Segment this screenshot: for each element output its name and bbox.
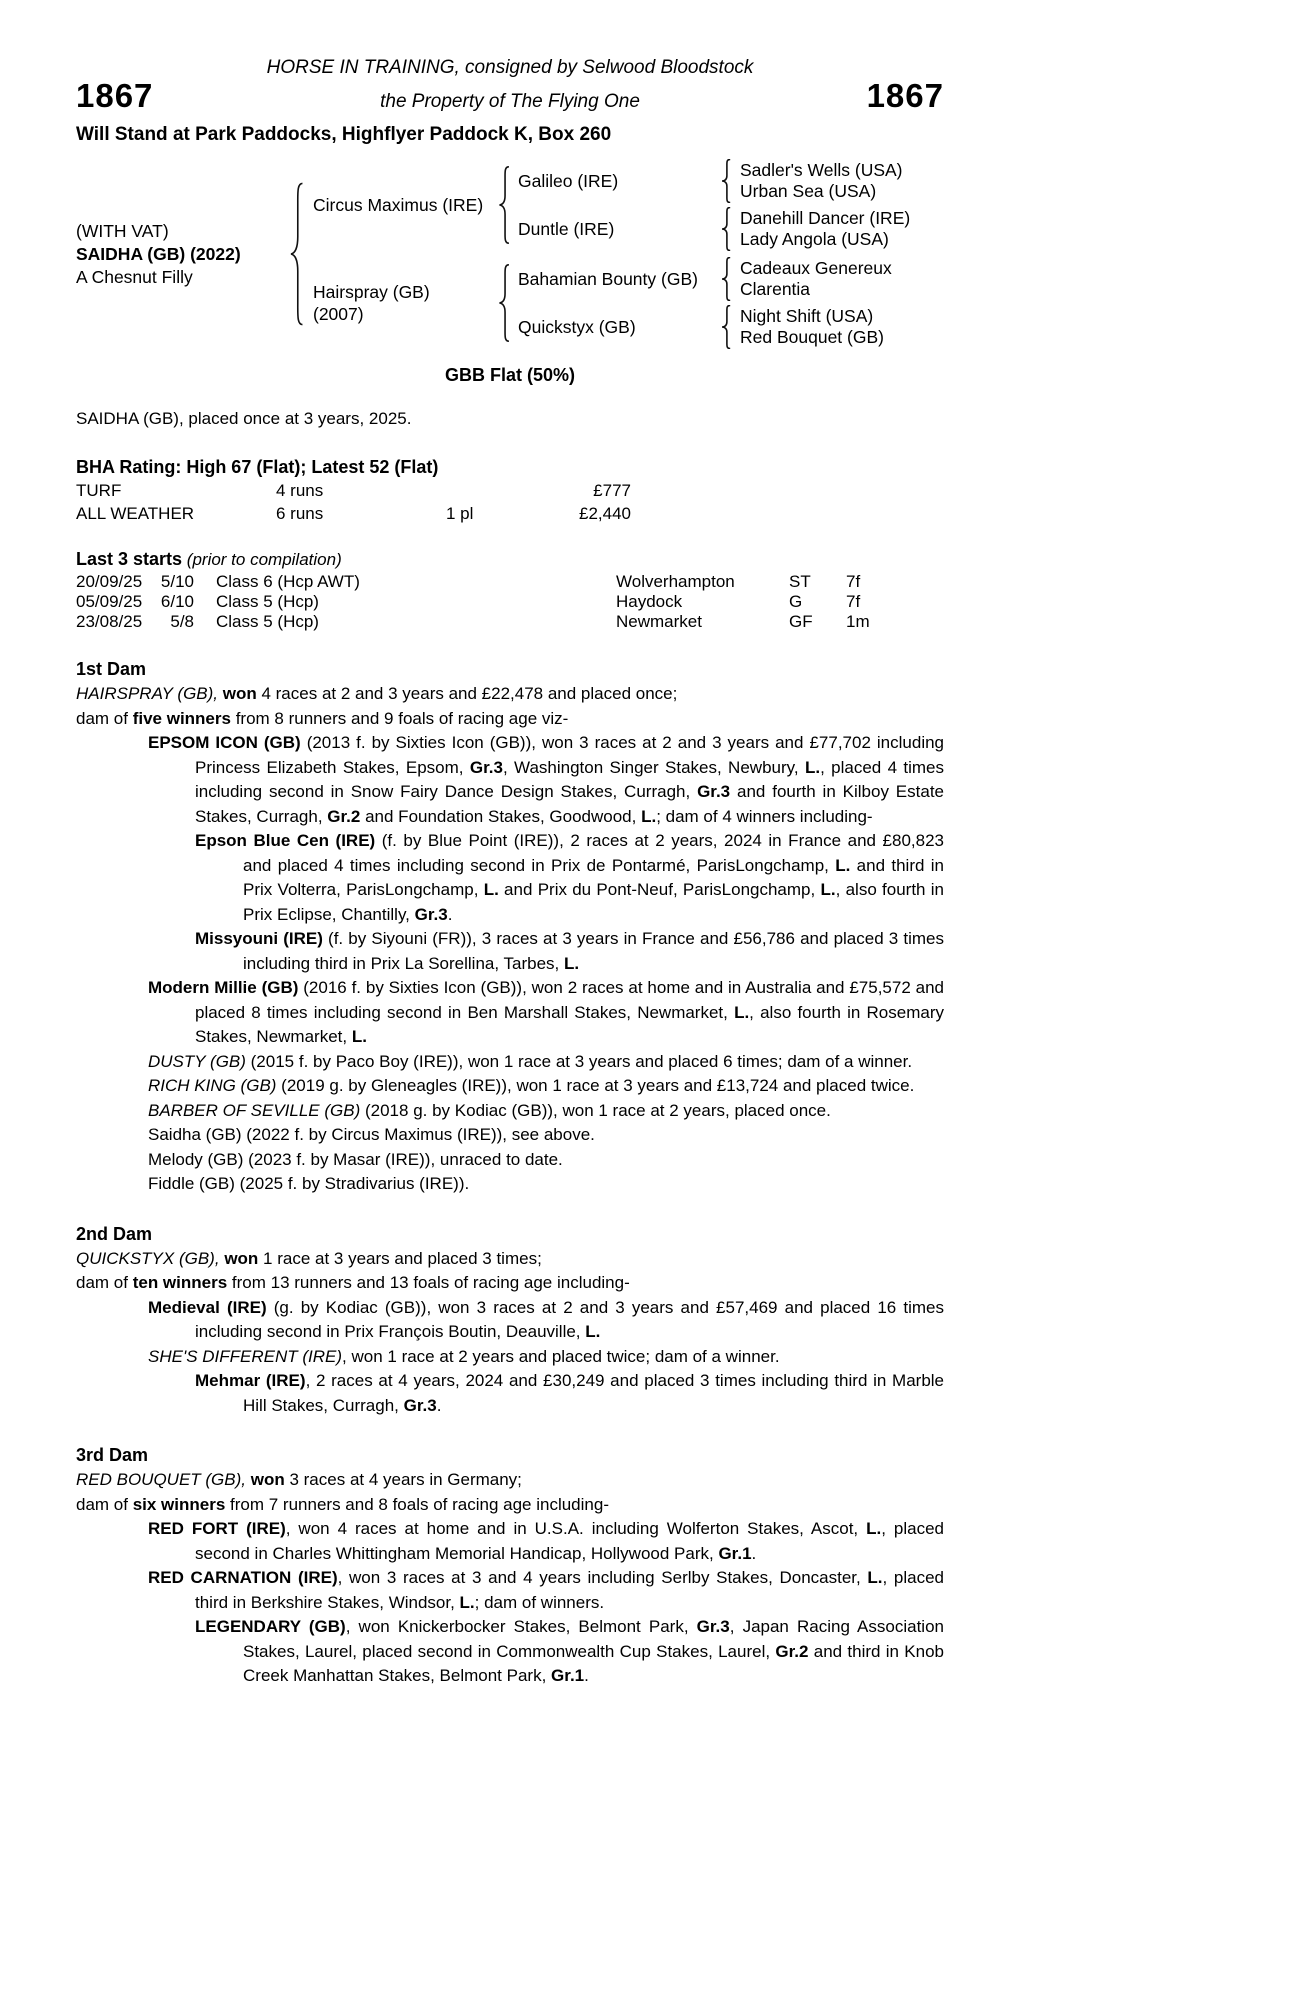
granddam-branch [518, 305, 892, 349]
sire-name: Circus Maximus (IRE) [313, 195, 484, 215]
great-grandparents: Danehill Dancer (IRE) Lady Angola (USA) [740, 208, 911, 249]
progeny-paragraph: RED CARNATION (IRE), won 3 races at 3 and 4 years including Serlby Stakes, Doncaster, L., placed third in Berkshire Stakes, Windsor, L.; dam of winners. [148, 1568, 944, 1612]
progeny-paragraph: SHE'S DIFFERENT (IRE), won 1 race at 2 years and placed twice; dam of a winner. [148, 1346, 780, 1366]
last-starts-block [76, 547, 944, 632]
dam3-section [76, 1443, 944, 1689]
subject-horse [76, 220, 288, 289]
subject-horse-description: A Chesnut Filly [76, 266, 193, 287]
lot-number-left: 1867 [76, 77, 154, 114]
progeny-paragraph: Modern Millie (GB) (2016 f. by Sixties Icon (GB)), won 2 races at home and in Australia and £75,572 and placed 8 times including second in Ben Marshall Stakes, Newmarket, L., also fourth in Rosemary Stakes, Newmarket, L. [148, 978, 944, 1046]
dam2-paragraphs [76, 1247, 944, 1419]
dam-name: Hairspray (GB) (2007) [313, 282, 430, 324]
start-row: 23/08/25 5/8 Class 5 (Hcp) Newmarket GF 1m [76, 612, 870, 631]
start-row: 20/09/25 5/10 Class 6 (Hcp AWT) Wolverhampton ST 7f [76, 572, 861, 591]
subject-horse-name: SAIDHA (GB) (2022) [76, 243, 241, 264]
brace-level2-icon [497, 166, 511, 244]
start-row: 05/09/25 6/10 Class 5 (Hcp) Haydock G 7f [76, 592, 861, 611]
record-row-turf: TURF 4 runs £777 [76, 481, 631, 500]
catalogue-page [76, 0, 944, 1689]
grandsire-name: Galileo (IRE) [518, 171, 619, 191]
granddam-branch [518, 207, 910, 251]
lot-row [76, 77, 944, 114]
vat-note: (WITH VAT) [76, 220, 169, 241]
brace-level1-icon [288, 182, 305, 326]
gbb-eligibility-line: GBB Flat (50%) [444, 365, 576, 385]
dam1-paragraphs [76, 682, 944, 1197]
great-grandparents: Night Shift (USA) Red Bouquet (GB) [740, 306, 884, 347]
progeny-paragraph: dam of ten winners from 13 runners and 13 foals of racing age including- [76, 1273, 630, 1292]
progeny-paragraph: dam of six winners from 7 runners and 8 foals of racing age including- [76, 1494, 609, 1514]
progeny-paragraph: BARBER OF SEVILLE (GB) (2018 g. by Kodiac (GB)), won 1 race at 2 years, placed once. [148, 1100, 831, 1120]
grandsire-name: Bahamian Bounty (GB) [518, 269, 698, 289]
sire-branch [313, 159, 910, 251]
progeny-paragraph: Missyouni (IRE) (f. by Siyouni (FR)), 3 races at 3 years in France and £56,786 and placed 3 times including third in Prix La Sorellina, Tarbes, L. [195, 929, 944, 973]
brace-level3-icon [720, 305, 732, 349]
grandsire-branch [518, 159, 910, 203]
dam3-heading: 3rd Dam [76, 1445, 149, 1465]
progeny-paragraph: DUSTY (GB) (2015 f. by Paco Boy (IRE)), won 1 race at 3 years and placed 6 times; dam of a winner. [148, 1051, 913, 1071]
progeny-paragraph: RICH KING (GB) (2019 g. by Gleneagles (IRE)), won 1 race at 3 years and £13,724 and placed twice. [148, 1076, 915, 1095]
dam2-heading: 2nd Dam [76, 1223, 153, 1244]
parents-column [313, 159, 910, 349]
race-record-block [76, 455, 944, 525]
progeny-paragraph: QUICKSTYX (GB), won 1 race at 3 years and placed 3 times; [76, 1248, 542, 1268]
progeny-paragraph: RED FORT (IRE), won 4 races at home and in U.S.A. including Wolferton Stakes, Ascot, L., placed second in Charles Whittingham Memorial Handicap, Hollywood Park, Gr.1. [148, 1519, 944, 1563]
granddam-name: Duntle (IRE) [518, 219, 615, 239]
consignment-line: HORSE IN TRAINING, consigned by Selwood Bloodstock [266, 57, 754, 78]
great-grandparents: Cadeaux Genereux Clarentia [740, 258, 892, 299]
lot-number-right: 1867 [866, 77, 944, 114]
record-row-all-weather: ALL WEATHER 6 runs 1 pl £2,440 [76, 504, 631, 523]
progeny-paragraph: EPSOM ICON (GB) (2013 f. by Sixties Icon (GB)), won 3 races at 2 and 3 years and £77,702 including Princess Elizabeth Stakes, Epsom, Gr.3, Washington Singer Stakes, Newbury, L., placed 4 times including second in Snow Fairy Dance Design Stakes, Curragh, Gr.3 and fourth in Kilboy Estate Stakes, Curragh, Gr.2 and Foundation Stakes, Goodwood, L.; dam of 4 winners including- [148, 733, 945, 826]
progeny-paragraph: Saidha (GB) (2022 f. by Circus Maximus (IRE)), see above. [148, 1125, 595, 1144]
dam2-section [76, 1222, 944, 1419]
sire-grandparents [518, 159, 910, 251]
progeny-paragraph: HAIRSPRAY (GB), won 4 races at 2 and 3 years and £22,478 and placed once; [76, 684, 678, 703]
progeny-paragraph: dam of five winners from 8 runners and 9 foals of racing age viz- [76, 708, 569, 728]
brace-level3-icon [720, 257, 732, 301]
progeny-paragraph: LEGENDARY (GB), won Knickerbocker Stakes, Belmont Park, Gr.3, Japan Racing Association Stakes, Laurel, placed second in Commonwealth Cup Stakes, Laurel, Gr.2 and third in Knob Creek Manhattan Stakes, Belmont Park, Gr.1. [195, 1617, 944, 1685]
last-starts-heading: Last 3 starts (prior to compilation) [76, 549, 342, 569]
granddam-name: Quickstyx (GB) [518, 317, 636, 337]
dam-grandparents [518, 257, 892, 349]
progeny-paragraph: Fiddle (GB) (2025 f. by Stradivarius (IRE)). [148, 1174, 470, 1193]
brace-level2-icon [497, 264, 511, 342]
progeny-paragraph: Melody (GB) (2023 f. by Masar (IRE)), unraced to date. [148, 1149, 563, 1169]
pedigree-tree [76, 159, 944, 349]
brace-level3-icon [720, 159, 732, 203]
great-grandparents: Sadler's Wells (USA) Urban Sea (USA) [740, 160, 903, 201]
property-line: the Property of The Flying One [380, 91, 640, 112]
progeny-paragraph: RED BOUQUET (GB), won 3 races at 4 years in Germany; [76, 1470, 522, 1489]
dam1-section [76, 657, 944, 1197]
progeny-paragraph: Mehmar (IRE), 2 races at 4 years, 2024 and £30,249 and placed 3 times including third in Marble Hill Stakes, Curragh, Gr.3. [195, 1371, 944, 1415]
dam1-heading: 1st Dam [76, 659, 147, 679]
dam3-paragraphs [76, 1468, 944, 1689]
stand-location-line: Will Stand at Park Paddocks, Highflyer Paddock K, Box 260 [76, 124, 612, 145]
progeny-paragraph: Medieval (IRE) (g. by Kodiac (GB)), won 3 races at 2 and 3 years and £57,469 and placed 16 times including second in Prix François Boutin, Deauville, L. [148, 1297, 944, 1341]
grandsire-branch [518, 257, 892, 301]
bha-rating-line: BHA Rating: High 67 (Flat); Latest 52 (Flat) [76, 457, 439, 477]
progeny-paragraph: Epson Blue Cen (IRE) (f. by Blue Point (IRE)), 2 races at 2 years, 2024 in France and £80,823 and placed 4 times including second in Prix de Pontarmé, ParisLongchamp, L. and third in Prix Volterra, ParisLongchamp, L. and Prix du Pont-Neuf, ParisLongchamp, L., also fourth in Prix Eclipse, Chantilly, Gr.3. [195, 831, 945, 924]
brace-level3-icon [720, 207, 732, 251]
dam-branch [313, 257, 910, 349]
race-summary-line: SAIDHA (GB), placed once at 3 years, 2025. [76, 409, 412, 428]
